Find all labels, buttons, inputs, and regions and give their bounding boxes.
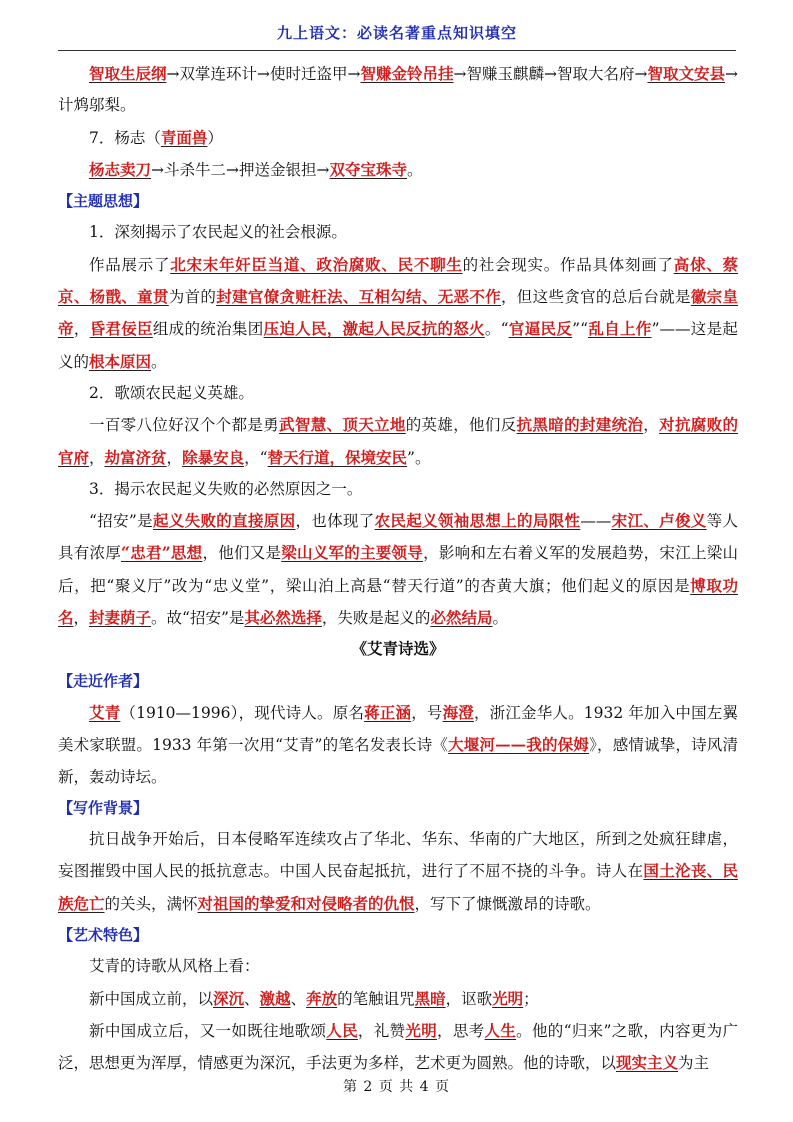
- section-heading-art: 【艺术特色】: [58, 926, 149, 945]
- body-text: 1．深刻揭示了农民起义的社会根源。: [89, 223, 347, 242]
- body-text: 的关头，满怀: [104, 894, 198, 913]
- section-heading-author: 【走近作者】: [58, 671, 149, 690]
- answer-text: 北宋末年奸臣当道、政治腐败、民不聊生: [170, 254, 463, 274]
- answer-text: “忠君”思想: [121, 543, 203, 563]
- answer-text: 智取生辰纲: [89, 64, 167, 83]
- body-text: 。他的“归来”之歌，内容更为广泛，思想更为浑厚，情感更为深沉，手法更为多样，艺术更为圆熟。他的诗歌，以: [58, 1021, 738, 1073]
- section-heading-theme: 【主题思想】: [58, 192, 149, 211]
- body-text: ，: [73, 609, 90, 628]
- answer-text: 激越: [259, 988, 291, 1008]
- answer-text: 武智慧、顶天立地: [279, 415, 406, 435]
- paragraph-art-before: [58, 983, 738, 1015]
- body-text: 2．歌颂农民起义英雄。: [89, 383, 254, 402]
- body-text: 新中国成立前，以: [89, 989, 214, 1008]
- body-text: 。“: [484, 320, 509, 339]
- paragraph-background: [58, 824, 738, 920]
- body-text: ”“: [572, 320, 589, 339]
- answer-text: 人生: [484, 1020, 517, 1040]
- answer-text: 博取功名: [58, 575, 738, 628]
- document-body: [58, 58, 738, 1080]
- answer-text: 封建官僚贪赃枉法、互相勾结、无恶不作: [216, 287, 501, 307]
- answer-text: 高俅、蔡京、杨戬、童贯: [58, 254, 738, 307]
- body-text: 抗日战争开始后，日本侵略军连续攻占了华北、华东、华南的广大地区，所到之处疯狂肆虐，妄图摧毁中国人民的抵抗意志。中国人民奋起抵抗，进行了不屈不挠的斗争。诗人在: [58, 830, 738, 881]
- paragraph-author: [58, 697, 738, 793]
- answer-text: 对抗腐败的官府: [58, 415, 738, 467]
- body-text: （1910—1996），现代诗人。原名: [120, 703, 365, 722]
- body-text: 、: [244, 989, 260, 1008]
- answer-text: 现实主义: [616, 1053, 679, 1073]
- answer-text: 人民: [326, 1020, 358, 1040]
- theme-point-3: [58, 474, 738, 505]
- answer-text: 智赚金铃吊挂: [360, 64, 454, 83]
- answer-text: 抗黑暗的封建统治: [516, 415, 644, 435]
- paragraph-chain-yang-zhi: [58, 154, 738, 186]
- body-text: →智赚玉麒麟→智取大名府→: [453, 65, 648, 83]
- answer-text: 梁山义军的主要领导: [281, 543, 424, 563]
- answer-text: 农民起义领袖思想上的局限性: [374, 511, 581, 531]
- body-text: 作品展示了: [89, 255, 171, 274]
- body-text: 》，感情诚挚，诗风清新，轰动诗坛。: [58, 736, 738, 786]
- answer-text: 光明: [492, 988, 524, 1008]
- body-text: →计鸩邬梨。: [58, 65, 738, 115]
- body-text: 等人具有浓厚: [58, 512, 738, 563]
- answer-text: 深沉: [213, 988, 245, 1008]
- answer-text: 对祖国的挚爱和对侵略者的仇恨: [197, 893, 415, 913]
- body-text: ，浙江金华人。1932 年加入中国左翼美术家联盟。1933 年第一次用“艾青”的笔名发表长诗《: [58, 703, 738, 755]
- body-text: 的社会现实。作品具体刻画了: [462, 255, 674, 274]
- body-text: 组成的统治集团: [152, 320, 264, 339]
- body-text: ）: [207, 128, 223, 147]
- body-text: ，: [166, 448, 183, 467]
- answer-text: 双夺宝珠寺: [329, 159, 407, 179]
- body-text: ；: [523, 989, 539, 1008]
- body-text: 。: [492, 609, 508, 628]
- answer-text: 根本原因: [89, 351, 152, 371]
- body-text: ，: [89, 448, 105, 467]
- body-text: ，影响和左右着义军的发展趋势，宋江上梁山后，把“聚义厅”改为“忠义堂”，梁山泊上高悬“替天行道”的杏黄大旗；他们起义的原因是: [58, 544, 738, 595]
- answer-text: 国土沦丧、民族危亡: [58, 861, 738, 913]
- answer-text: 艾青: [89, 702, 121, 722]
- body-text: 新中国成立后，又一如既往地歌颂: [89, 1021, 327, 1040]
- book-title-ai-qing: 《艾青诗选》: [351, 640, 445, 659]
- body-text: ，也体现了: [295, 512, 375, 531]
- body-text: 。: [407, 160, 423, 179]
- body-text: 为首的: [168, 288, 217, 307]
- body-text: 的英雄，他们反: [405, 416, 517, 435]
- body-text: 7．杨志（: [89, 128, 161, 147]
- answer-text: 乱自上作: [588, 319, 652, 339]
- body-text: ，: [73, 320, 90, 339]
- paragraph-theme-2: [58, 409, 738, 474]
- body-text: →双掌连环计→使时迁盗甲→: [166, 65, 361, 83]
- answer-text: 青面兽: [160, 127, 208, 147]
- answer-text: 起义失败的直接原因: [152, 511, 296, 531]
- answer-text: 奔放: [306, 988, 338, 1008]
- body-text: →斗杀牛二→押送金银担→: [151, 160, 330, 179]
- body-text: 艾青的诗歌从风格上看：: [89, 957, 260, 976]
- body-text: 的笔触诅咒: [337, 989, 415, 1008]
- answer-text: 徽宗皇帝: [58, 287, 738, 339]
- answer-text: 蒋正涵: [364, 702, 412, 722]
- answer-text: 光明: [405, 1020, 438, 1040]
- paragraph-art-intro: [58, 951, 738, 982]
- body-text: ，思考: [437, 1021, 485, 1040]
- body-text: ，号: [411, 703, 443, 722]
- body-text: 。: [151, 352, 167, 371]
- answer-text: 黑暗: [414, 988, 446, 1008]
- body-text: 一百零八位好汉个个都是勇: [89, 416, 280, 435]
- answer-text: 宋江、卢俊义: [611, 511, 707, 531]
- paragraph-theme-1: [58, 249, 738, 378]
- theme-point-1: [58, 217, 738, 248]
- section-heading-background: 【写作背景】: [58, 798, 149, 817]
- body-text: ，“: [244, 448, 268, 467]
- body-text: ，写下了慷慨激昂的诗歌。: [414, 894, 601, 913]
- answer-text: 除暴安良: [182, 447, 245, 467]
- body-text: 。故“招安”是: [151, 609, 245, 628]
- body-text: “招安”是: [89, 512, 153, 531]
- paragraph-art-after: [58, 1015, 738, 1080]
- item-yang-zhi: [58, 122, 738, 154]
- body-text: ，讴歌: [445, 989, 493, 1008]
- body-text: ，失败是起义的: [321, 609, 431, 628]
- answer-text: 替天行道，保境安民: [267, 447, 408, 467]
- paragraph-chain-wu-yong: [58, 58, 738, 122]
- answer-text: 其必然选择: [244, 608, 322, 628]
- header-divider: [58, 50, 736, 51]
- page-footer-number: 第 2 页 共 4 页: [342, 1079, 451, 1095]
- body-text: ——: [580, 512, 612, 531]
- page-header-title: 九上语文：必读名著重点知识填空: [276, 24, 517, 42]
- body-text: ，但这些贪官的总后台就是: [500, 288, 691, 307]
- body-text: ，: [643, 416, 660, 435]
- answer-text: 海澄: [442, 702, 474, 722]
- answer-text: 必然结局: [430, 608, 493, 628]
- body-text: ，礼赞: [357, 1021, 406, 1040]
- answer-text: 大堰河——我的保姆: [448, 735, 590, 755]
- answer-text: 官逼民反: [508, 319, 573, 339]
- body-text: ”。: [407, 448, 431, 467]
- answer-text: 封妻荫子: [89, 608, 152, 628]
- answer-text: 智取文安县: [647, 64, 725, 83]
- body-text: ”——这是起义的: [58, 320, 738, 371]
- answer-text: 杨志卖刀: [89, 159, 152, 179]
- body-text: 、: [290, 989, 307, 1008]
- body-text: 3．揭示农民起义失败的必然原因之一。: [89, 479, 363, 498]
- answer-text: 压迫人民，激起人民反抗的怒火: [263, 319, 485, 339]
- answer-text: 劫富济贫: [104, 447, 167, 467]
- answer-text: 昏君佞臣: [89, 319, 153, 339]
- theme-point-2: [58, 378, 738, 409]
- body-text: 为主: [678, 1054, 710, 1073]
- paragraph-theme-3: [58, 505, 738, 634]
- body-text: ，他们又是: [202, 544, 282, 563]
